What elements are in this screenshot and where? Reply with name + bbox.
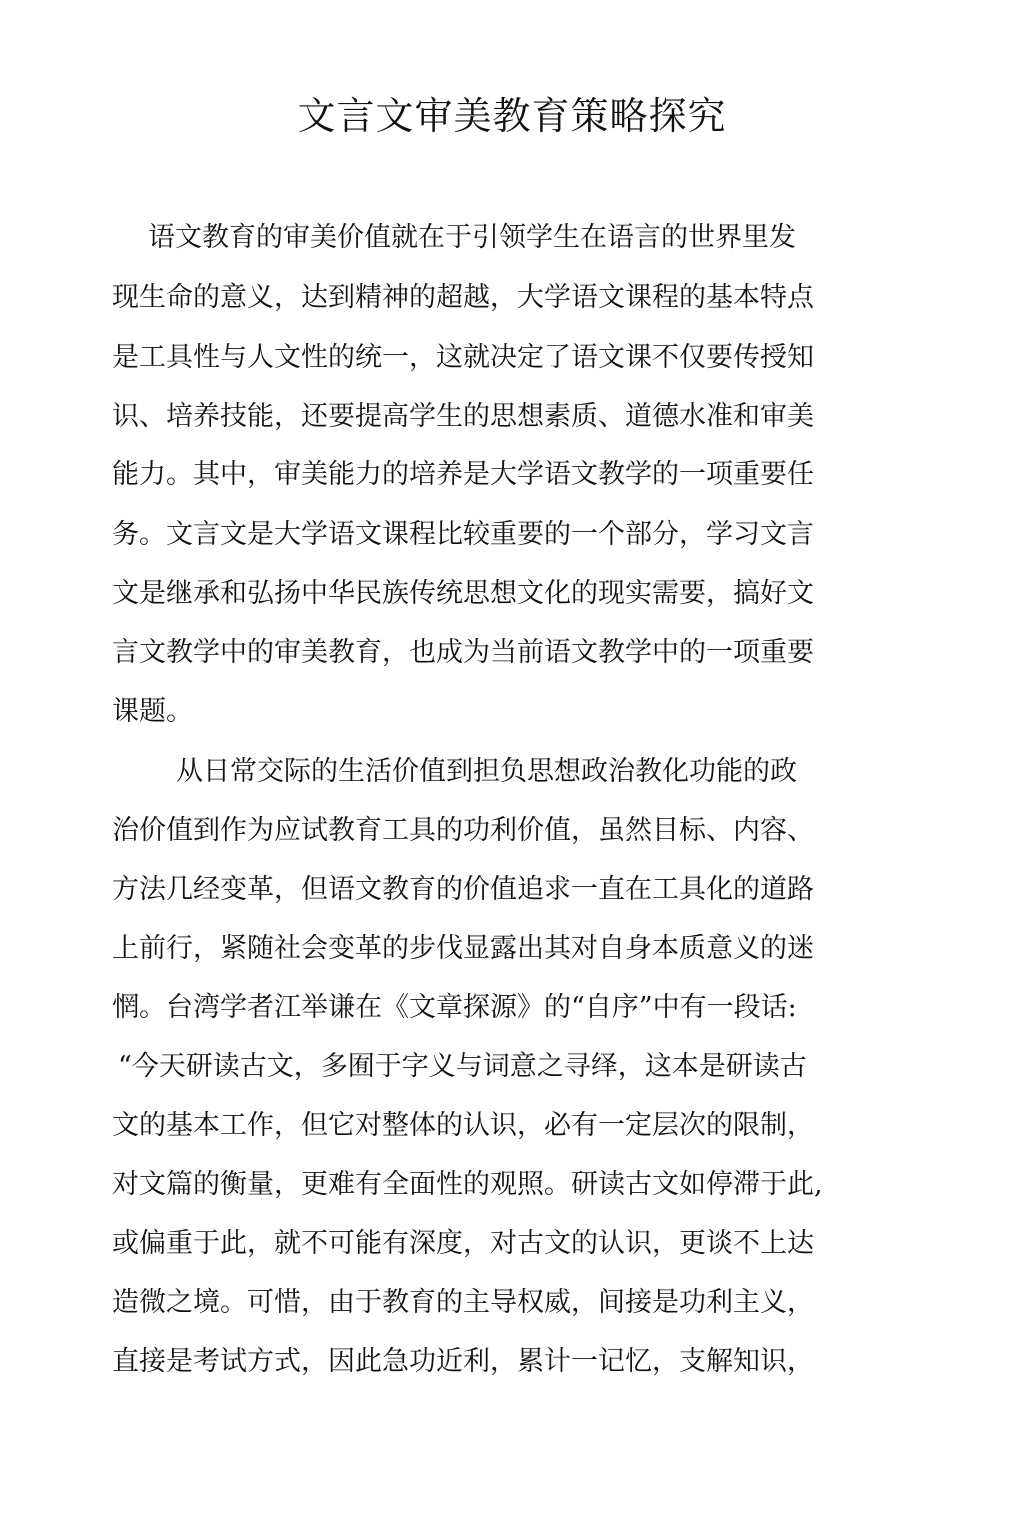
paragraph-1-line-2: 现生命的意义，达到精神的超越，大学语文课程的基本特点 — [112, 282, 814, 313]
paragraph-1-line-9: 课题。 — [112, 696, 193, 727]
paragraph-2-line-7: 文的基本工作，但它对整体的认识，必有一定层次的限制， — [112, 1110, 814, 1141]
paragraph-2-line-10: 造微之境。可惜，由于教育的主导权威，间接是功利主义， — [112, 1287, 814, 1318]
paragraph-2-line-6: “今天研读古文，多囿于字义与词意之寻绎，这本是研读古 — [118, 1051, 807, 1082]
paragraph-1-line-1: 语文教育的审美价值就在于引领学生在语言的世界里发 — [148, 222, 796, 253]
paragraph-1-line-4: 识、培养技能，还要提高学生的思想素质、道德水准和审美 — [112, 401, 814, 432]
paragraph-1-line-3: 是工具性与人文性的统一，这就决定了语文课不仅要传授知 — [112, 342, 814, 373]
paragraph-1-line-5: 能力。其中，审美能力的培养是大学语文教学的一项重要任 — [112, 459, 814, 490]
paragraph-2-line-9: 或偏重于此，就不可能有深度，对古文的认识，更谈不上达 — [112, 1228, 814, 1259]
paragraph-2-line-2: 治价值到作为应试教育工具的功利价值，虽然目标、内容、 — [112, 815, 814, 846]
paragraph-1-line-8: 言文教学中的审美教育，也成为当前语文教学中的一项重要 — [112, 637, 814, 668]
paragraph-2-line-11: 直接是考试方式，因此急功近利，累计一记忆，支解知识， — [112, 1346, 814, 1377]
paragraph-1-line-7: 文是继承和弘扬中华民族传统思想文化的现实需要，搞好文 — [112, 578, 814, 609]
document-title: 文言文审美教育策略探究 — [297, 94, 727, 138]
paragraph-1-line-6: 务。文言文是大学语文课程比较重要的一个部分，学习文言 — [112, 519, 814, 550]
paragraph-2-line-4: 上前行，紧随社会变革的步伐显露出其对自身本质意义的迷 — [112, 933, 814, 964]
paragraph-2-line-8: 对文篇的衡量，更难有全面性的观照。研读古文如停滞于此, — [112, 1169, 823, 1200]
paragraph-2-line-1: 从日常交际的生活价值到担负思想政治教化功能的政 — [176, 756, 797, 787]
paragraph-2-line-3: 方法几经变革，但语文教育的价值追求一直在工具化的道路 — [112, 874, 814, 905]
paragraph-2-line-5: 惘。台湾学者江举谦在《文章探源》的“自序”中有一段话: — [112, 992, 797, 1023]
